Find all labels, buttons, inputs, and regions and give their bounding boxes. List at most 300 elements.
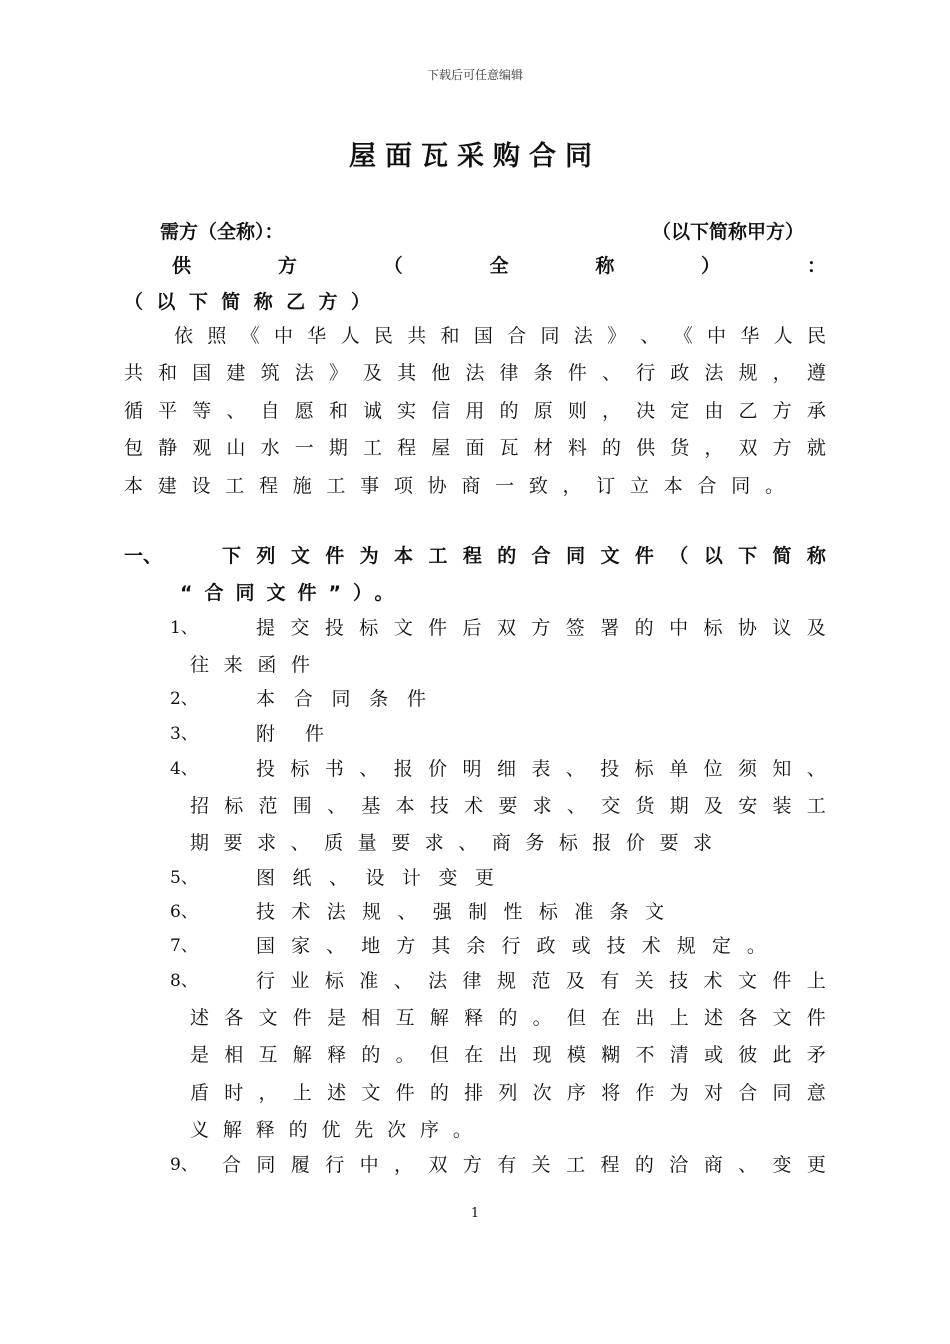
char: 求 bbox=[532, 795, 552, 817]
char: 述 bbox=[190, 1007, 210, 1029]
char: 述 bbox=[703, 1007, 723, 1029]
char: 合 bbox=[697, 475, 717, 497]
char: 在 bbox=[601, 1007, 621, 1029]
char: 、 bbox=[290, 832, 310, 854]
char: ， bbox=[601, 400, 621, 422]
char: 。 bbox=[746, 935, 766, 957]
char: 行 bbox=[636, 362, 656, 384]
char: 期 bbox=[669, 795, 689, 817]
char: 的 bbox=[288, 1119, 308, 1141]
char: 对 bbox=[703, 1082, 723, 1104]
char: 术 bbox=[464, 795, 484, 817]
item-number: 4、 bbox=[170, 759, 198, 779]
item-line bbox=[256, 757, 826, 781]
char: 表 bbox=[531, 758, 551, 780]
char: 、 bbox=[738, 1154, 758, 1176]
char: 件 bbox=[806, 1007, 826, 1029]
char: 签 bbox=[565, 617, 585, 639]
char: 为 bbox=[359, 545, 379, 567]
char: ， bbox=[394, 1154, 414, 1176]
char: 施 bbox=[292, 475, 312, 497]
char: 地 bbox=[361, 935, 381, 957]
char: 术 bbox=[291, 901, 311, 923]
char: 合 bbox=[222, 1154, 242, 1176]
char: 合 bbox=[531, 545, 551, 567]
char: 华 bbox=[307, 325, 327, 347]
char: 件 bbox=[567, 362, 587, 384]
char: 文 bbox=[393, 617, 413, 639]
char: 方 bbox=[277, 255, 297, 277]
char: 材 bbox=[533, 437, 553, 459]
char: 《 bbox=[673, 325, 693, 347]
char: 标 bbox=[290, 758, 310, 780]
char: 求 bbox=[257, 832, 277, 854]
char: 现 bbox=[532, 1044, 552, 1066]
char: 项 bbox=[393, 475, 413, 497]
char: 程 bbox=[258, 475, 278, 497]
char: 设 bbox=[365, 867, 385, 889]
char: 安 bbox=[738, 795, 758, 817]
char: 彼 bbox=[738, 1044, 758, 1066]
char: 糊 bbox=[601, 1044, 621, 1066]
char: 盾 bbox=[190, 1082, 210, 1104]
intro-line bbox=[174, 324, 826, 348]
section-number: 一、 bbox=[124, 545, 163, 567]
char: 相 bbox=[361, 1007, 381, 1029]
char: 。 bbox=[395, 1044, 415, 1066]
char: 上 bbox=[292, 1082, 312, 1104]
char: 次 bbox=[387, 1119, 407, 1141]
char: 和 bbox=[440, 325, 460, 347]
char: 协 bbox=[427, 475, 447, 497]
char: 更 bbox=[474, 867, 494, 889]
char: 及 bbox=[362, 362, 382, 384]
item-line bbox=[190, 1006, 826, 1030]
char: 文 bbox=[600, 545, 620, 567]
char: 图 bbox=[256, 867, 276, 889]
char: 、 bbox=[458, 832, 478, 854]
char: 后 bbox=[462, 617, 482, 639]
char: 政 bbox=[670, 362, 690, 384]
char: 照 bbox=[207, 325, 227, 347]
item-line bbox=[256, 969, 826, 993]
char: 列 bbox=[498, 1082, 518, 1104]
char: （ bbox=[124, 291, 144, 313]
char: 文 bbox=[737, 970, 757, 992]
char: 双 bbox=[496, 617, 516, 639]
char: 议 bbox=[772, 617, 792, 639]
char: 合 bbox=[293, 688, 313, 710]
char: 同 bbox=[566, 545, 586, 567]
char: ， bbox=[704, 437, 724, 459]
char: 称 bbox=[806, 545, 826, 567]
char: 法 bbox=[465, 362, 485, 384]
char: 要 bbox=[223, 832, 243, 854]
char: ） bbox=[350, 291, 370, 313]
item-line bbox=[190, 1043, 826, 1067]
char: 法 bbox=[428, 970, 448, 992]
char: 称 bbox=[253, 291, 273, 313]
intro-line bbox=[124, 361, 826, 385]
char: 筑 bbox=[260, 362, 280, 384]
char: 本 bbox=[124, 475, 144, 497]
char: 下 bbox=[738, 545, 758, 567]
char: 共 bbox=[124, 362, 144, 384]
char: 标 bbox=[324, 970, 344, 992]
char: 设 bbox=[191, 475, 211, 497]
char: 装 bbox=[772, 795, 792, 817]
char: 纸 bbox=[292, 867, 312, 889]
char: 货 bbox=[670, 437, 690, 459]
char: 变 bbox=[772, 1154, 792, 1176]
char: 以 bbox=[156, 291, 176, 313]
char: 人 bbox=[340, 325, 360, 347]
char: 往 bbox=[190, 654, 210, 676]
char: 用 bbox=[465, 400, 485, 422]
char: 供 bbox=[636, 437, 656, 459]
char: 、 bbox=[327, 795, 347, 817]
char: 列 bbox=[256, 545, 276, 567]
char: 业 bbox=[290, 970, 310, 992]
char: 文 bbox=[772, 1007, 792, 1029]
char: 范 bbox=[258, 795, 278, 817]
char: 范 bbox=[531, 970, 551, 992]
char: 山 bbox=[226, 437, 246, 459]
char: 、 bbox=[397, 901, 417, 923]
section-heading-line-2: “合同文件”）。 bbox=[180, 582, 406, 604]
char: 、 bbox=[226, 400, 246, 422]
item-line bbox=[190, 653, 310, 677]
char: 交 bbox=[601, 795, 621, 817]
char: 履 bbox=[290, 1154, 310, 1176]
char: 、 bbox=[359, 758, 379, 780]
item-number: 5、 bbox=[170, 868, 198, 888]
char: 须 bbox=[737, 758, 757, 780]
char: 瓦 bbox=[499, 437, 519, 459]
char: 书 bbox=[324, 758, 344, 780]
char: 强 bbox=[432, 901, 452, 923]
char: 及 bbox=[703, 795, 723, 817]
char: 水 bbox=[260, 437, 280, 459]
char: 建 bbox=[157, 475, 177, 497]
char: 的 bbox=[634, 617, 654, 639]
char: 方 bbox=[531, 617, 551, 639]
item-line bbox=[256, 866, 494, 890]
char: 技 bbox=[606, 935, 626, 957]
char: 》 bbox=[607, 325, 627, 347]
item-line bbox=[190, 1081, 826, 1105]
char: 行 bbox=[256, 970, 276, 992]
char: 报 bbox=[592, 832, 612, 854]
char: ） bbox=[701, 255, 721, 277]
item-number: 8、 bbox=[170, 971, 198, 991]
char: 方 bbox=[396, 935, 416, 957]
item-number: 1、 bbox=[170, 618, 198, 638]
char: 价 bbox=[625, 832, 645, 854]
char: 标 bbox=[558, 832, 578, 854]
char: 观 bbox=[192, 437, 212, 459]
char: 立 bbox=[630, 475, 650, 497]
item-number: 3、 bbox=[170, 724, 198, 744]
char: 解 bbox=[222, 1119, 242, 1141]
intro-line bbox=[124, 474, 784, 498]
char: ： bbox=[806, 255, 826, 277]
char: 等 bbox=[192, 400, 212, 422]
char: 法 bbox=[573, 325, 593, 347]
char: 位 bbox=[703, 758, 723, 780]
item-line bbox=[222, 1153, 826, 1177]
item-line bbox=[256, 687, 426, 711]
char: 国 bbox=[192, 362, 212, 384]
char: 包 bbox=[124, 437, 144, 459]
char: 量 bbox=[357, 832, 377, 854]
item-number: 9、 bbox=[170, 1155, 198, 1175]
char: 就 bbox=[806, 437, 826, 459]
char: ， bbox=[772, 362, 792, 384]
char: 信 bbox=[431, 400, 451, 422]
char: 投 bbox=[600, 758, 620, 780]
char: 行 bbox=[501, 935, 521, 957]
char: 报 bbox=[393, 758, 413, 780]
char: 同 bbox=[731, 475, 751, 497]
char: 将 bbox=[601, 1082, 621, 1104]
char: 。 bbox=[764, 475, 784, 497]
char: 承 bbox=[806, 400, 826, 422]
char: 称 bbox=[595, 255, 615, 277]
char: 文 bbox=[290, 545, 310, 567]
char: 不 bbox=[635, 1044, 655, 1066]
char: 工 bbox=[566, 1154, 586, 1176]
char: 面 bbox=[465, 437, 485, 459]
char: 规 bbox=[362, 901, 382, 923]
char: 文 bbox=[361, 1082, 381, 1104]
char: 其 bbox=[431, 935, 451, 957]
char: 合 bbox=[738, 1082, 758, 1104]
char: 释 bbox=[327, 1044, 347, 1066]
char: 技 bbox=[429, 795, 449, 817]
char: 协 bbox=[737, 617, 757, 639]
char: 意 bbox=[806, 1082, 826, 1104]
char: 诚 bbox=[362, 400, 382, 422]
char: 准 bbox=[359, 970, 379, 992]
page-header: 下载后可任意编辑 bbox=[426, 68, 523, 82]
char: 屋 bbox=[431, 437, 451, 459]
char: 的 bbox=[429, 1082, 449, 1104]
char: 但 bbox=[566, 1007, 586, 1029]
char: 工 bbox=[326, 475, 346, 497]
page-number: 1 bbox=[470, 1206, 480, 1221]
char: 简 bbox=[221, 291, 241, 313]
item-number: 7、 bbox=[170, 936, 198, 956]
demander-note: （以下简称甲方） bbox=[652, 221, 805, 243]
item-line bbox=[256, 900, 664, 924]
char: 乙 bbox=[738, 400, 758, 422]
char: 决 bbox=[636, 400, 656, 422]
char: 件 bbox=[772, 970, 792, 992]
intro-line bbox=[124, 399, 826, 423]
char: 细 bbox=[496, 758, 516, 780]
char: 各 bbox=[224, 1007, 244, 1029]
char: 条 bbox=[609, 901, 629, 923]
char: 排 bbox=[464, 1082, 484, 1104]
char: 技 bbox=[669, 970, 689, 992]
char: 解 bbox=[429, 1007, 449, 1029]
char: 余 bbox=[466, 935, 486, 957]
char: 建 bbox=[226, 362, 246, 384]
char: 函 bbox=[257, 654, 277, 676]
char: 则 bbox=[567, 400, 587, 422]
char: 或 bbox=[571, 935, 591, 957]
item-line bbox=[190, 794, 826, 818]
section-heading-line-1 bbox=[222, 544, 826, 568]
char: 清 bbox=[669, 1044, 689, 1066]
char: 货 bbox=[635, 795, 655, 817]
char: 及 bbox=[806, 617, 826, 639]
char: 华 bbox=[740, 325, 760, 347]
char: 明 bbox=[462, 758, 482, 780]
char: 附 bbox=[256, 723, 276, 745]
char: 期 bbox=[190, 832, 210, 854]
char: 条 bbox=[533, 362, 553, 384]
char: 或 bbox=[703, 1044, 723, 1066]
char: 本 bbox=[395, 795, 415, 817]
char: 洽 bbox=[669, 1154, 689, 1176]
char: 一 bbox=[495, 475, 515, 497]
char: 件 bbox=[290, 654, 310, 676]
char: 的 bbox=[361, 1044, 381, 1066]
char: 简 bbox=[772, 545, 792, 567]
char: 要 bbox=[659, 832, 679, 854]
char: 件 bbox=[395, 1082, 415, 1104]
char: 作 bbox=[635, 1082, 655, 1104]
char: 更 bbox=[806, 1154, 826, 1176]
char: 政 bbox=[536, 935, 556, 957]
char: 技 bbox=[256, 901, 276, 923]
char: 件 bbox=[304, 723, 324, 745]
char: 本 bbox=[256, 688, 276, 710]
char: 有 bbox=[497, 1154, 517, 1176]
char: 释 bbox=[255, 1119, 275, 1141]
char: 致 bbox=[528, 475, 548, 497]
char: 件 bbox=[292, 1007, 312, 1029]
char: 实 bbox=[397, 400, 417, 422]
char: 标 bbox=[703, 617, 723, 639]
char: 定 bbox=[711, 935, 731, 957]
char: 全 bbox=[489, 255, 509, 277]
char: 《 bbox=[240, 325, 260, 347]
char: 件 bbox=[406, 688, 426, 710]
item-number: 2、 bbox=[170, 689, 198, 709]
char: 变 bbox=[438, 867, 458, 889]
char: 、 bbox=[806, 758, 826, 780]
char: 投 bbox=[324, 617, 344, 639]
char: 同 bbox=[256, 1154, 276, 1176]
document-title: 屋面瓦采购合同 bbox=[349, 141, 601, 172]
char: 条 bbox=[369, 688, 389, 710]
char: 规 bbox=[496, 970, 516, 992]
char: 准 bbox=[574, 901, 594, 923]
char: 件 bbox=[428, 617, 448, 639]
char: 民 bbox=[373, 325, 393, 347]
char: 署 bbox=[600, 617, 620, 639]
char: 一 bbox=[294, 437, 314, 459]
char: 。 bbox=[452, 1119, 472, 1141]
char: 下 bbox=[188, 291, 208, 313]
char: ， bbox=[258, 1082, 278, 1104]
item-line bbox=[256, 616, 826, 640]
char: 解 bbox=[292, 1044, 312, 1066]
char: 模 bbox=[566, 1044, 586, 1066]
char: 规 bbox=[738, 362, 758, 384]
char: 其 bbox=[397, 362, 417, 384]
char: 商 bbox=[703, 1154, 723, 1176]
char: 、 bbox=[393, 970, 413, 992]
char: 标 bbox=[538, 901, 558, 923]
char: 先 bbox=[354, 1119, 374, 1141]
char: 关 bbox=[634, 970, 654, 992]
char: 上 bbox=[806, 970, 826, 992]
char: 原 bbox=[533, 400, 553, 422]
char: 相 bbox=[224, 1044, 244, 1066]
char: 术 bbox=[641, 935, 661, 957]
char: 程 bbox=[600, 1154, 620, 1176]
char: 供 bbox=[172, 255, 192, 277]
char: 同 bbox=[540, 325, 560, 347]
char: 律 bbox=[462, 970, 482, 992]
char: 法 bbox=[326, 901, 346, 923]
char: （ bbox=[669, 545, 689, 567]
char: 述 bbox=[327, 1082, 347, 1104]
char: 标 bbox=[359, 617, 379, 639]
char: 中 bbox=[707, 325, 727, 347]
char: 他 bbox=[431, 362, 451, 384]
char: 的 bbox=[601, 437, 621, 459]
char: 事 bbox=[360, 475, 380, 497]
char: 件 bbox=[325, 545, 345, 567]
char: 制 bbox=[468, 901, 488, 923]
char: 方 bbox=[772, 437, 792, 459]
char: 的 bbox=[498, 1007, 518, 1029]
char: 工 bbox=[362, 437, 382, 459]
char: 家 bbox=[291, 935, 311, 957]
char: 文 bbox=[644, 901, 664, 923]
char: 本 bbox=[394, 545, 414, 567]
char: 是 bbox=[327, 1007, 347, 1029]
char: ， bbox=[562, 475, 582, 497]
char: 合 bbox=[507, 325, 527, 347]
char: 性 bbox=[503, 901, 523, 923]
item-line bbox=[256, 934, 766, 958]
char: 自 bbox=[260, 400, 280, 422]
char: 上 bbox=[669, 1007, 689, 1029]
char: 同 bbox=[772, 1082, 792, 1104]
char: 律 bbox=[499, 362, 519, 384]
char: 循 bbox=[124, 400, 144, 422]
char: 。 bbox=[532, 1007, 552, 1029]
supplier-line bbox=[172, 254, 826, 278]
char: 》 bbox=[328, 362, 348, 384]
char: 商 bbox=[491, 832, 511, 854]
char: 基 bbox=[361, 795, 381, 817]
char: 、 bbox=[328, 867, 348, 889]
char: 以 bbox=[703, 545, 723, 567]
char: 愿 bbox=[294, 400, 314, 422]
char: 国 bbox=[473, 325, 493, 347]
char: 、 bbox=[565, 758, 585, 780]
char: 及 bbox=[565, 970, 585, 992]
char: 程 bbox=[397, 437, 417, 459]
char: 互 bbox=[395, 1007, 415, 1029]
